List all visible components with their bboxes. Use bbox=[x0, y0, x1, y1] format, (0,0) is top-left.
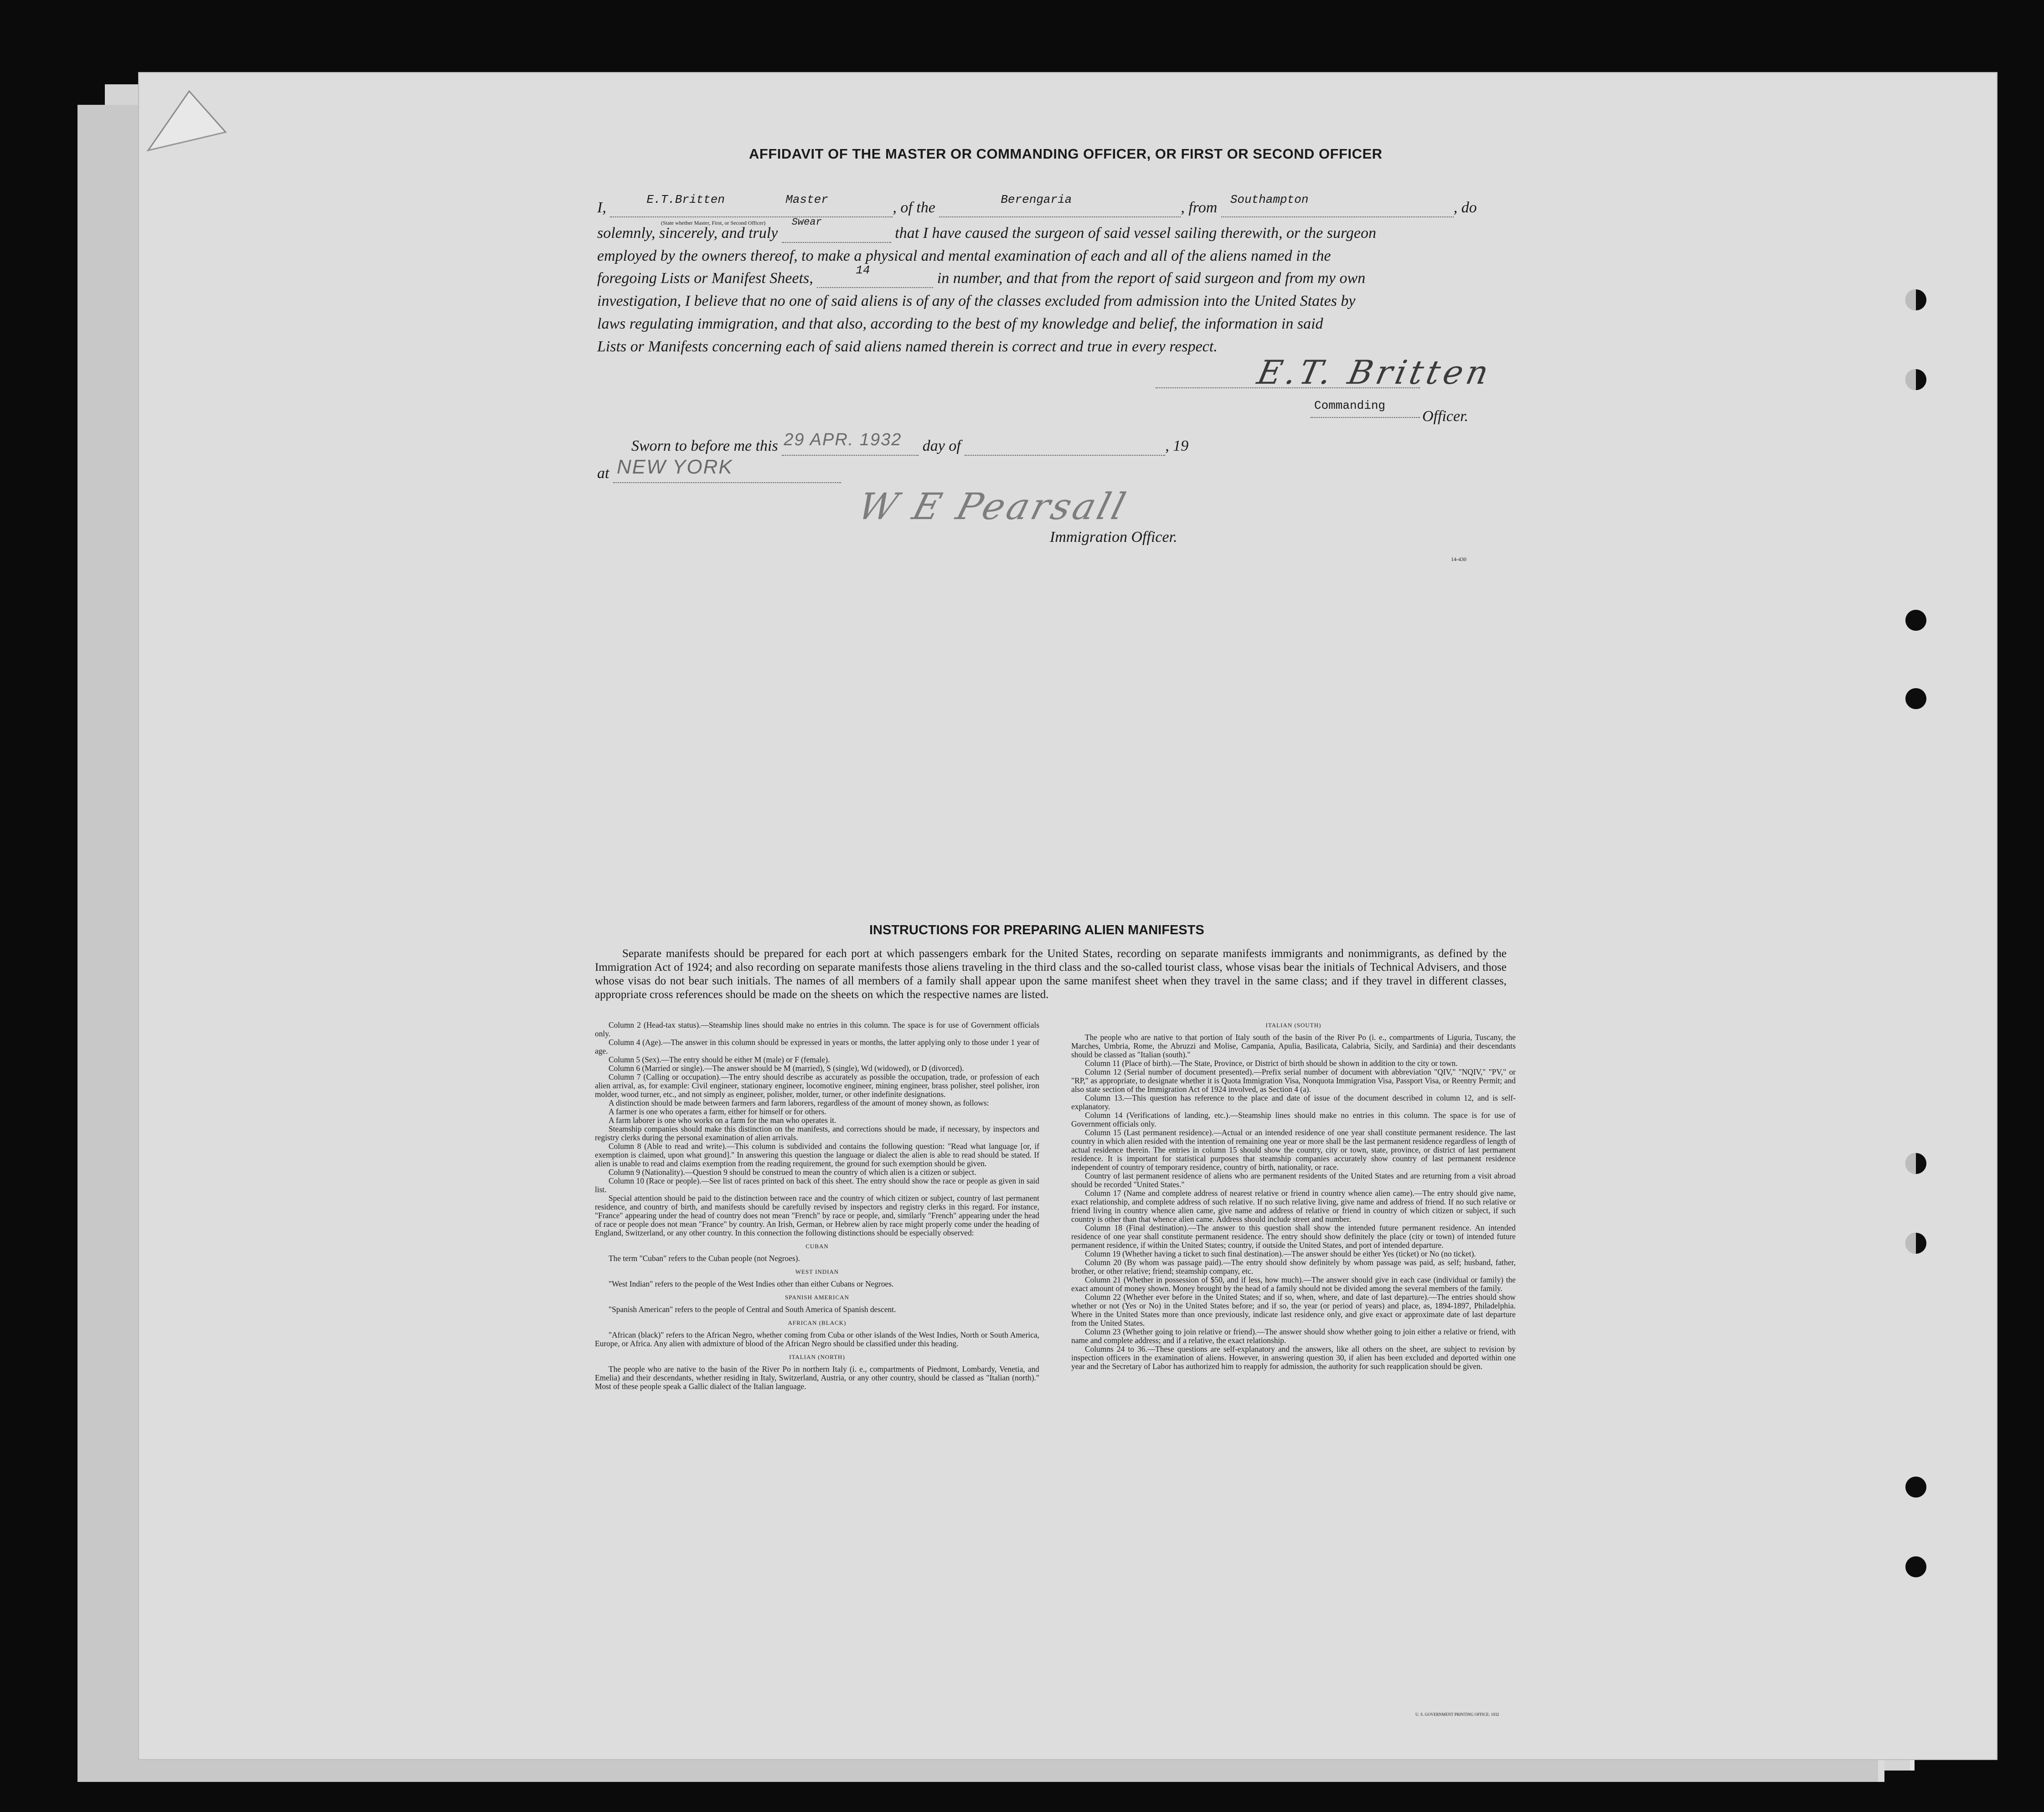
heading-west-indian: WEST INDIAN bbox=[795, 1268, 839, 1275]
instr-col10: Column 10 (Race or people).—See list of races printed on back of this sheet. The entry should show the race or people as given in said list. bbox=[595, 1176, 1039, 1194]
officer-label: Officer. bbox=[1422, 408, 1469, 425]
sworn-date-field bbox=[782, 430, 919, 456]
instr-steamship: Steamship companies should make this distinction on the manifests, and corrections should be made, if necessary, by inspectors and registry clerks during the personal examination of alien arrivals. bbox=[595, 1124, 1039, 1142]
label-from: , from bbox=[1181, 199, 1218, 216]
instr-col4: Column 4 (Age).—The answer in this column should be expressed in years or months, the latter applying only to those under 1 year of age. bbox=[595, 1038, 1039, 1055]
vessel-field bbox=[939, 193, 1181, 217]
instr-african: "African (black)" refers to the African Negro, whether coming from Cuba or other islands of the West Indies, North or South America, Europe, or Africa. Any alien with admixture of blood of the African Negro should be classified under this heading. bbox=[595, 1330, 1039, 1348]
sheets-count: 14 bbox=[856, 263, 870, 277]
label-solemnly: solemnly, sincerely, and truly bbox=[597, 225, 778, 242]
instr-farmers: A distinction should be made between farmers and farm laborers, regardless of the amount of money shown, as follows: bbox=[609, 1098, 989, 1107]
instr-col24-36: Columns 24 to 36.—These questions are self-explanatory and the answers, like all others on the sheet, are subject to revision by inspection officers in the examination of aliens. However, in answering question 30, if alien has been excluded and deported within one year and the Secretary of Labor has authorized him to reapply for admission, the authority for such reapplication should be given. bbox=[1071, 1344, 1516, 1371]
instr-col22: Column 22 (Whether ever before in the United States; and if so, when, where, and date of last departure).—The entries should show whether or not (Yes or No) in the United States before; and if so, the year (or period of years) and place, as, 1894-1897, Philadelphia. Where in the United States more than once previously, indicate last residence only, and give exact or approximate date of last departure from the United States. bbox=[1071, 1292, 1516, 1328]
instr-farm-laborer: A farm laborer is one who works on a farm for the man who operates it. bbox=[609, 1116, 836, 1125]
instr-col9: Column 9 (Nationality).—Question 9 should be construed to mean the country of which alien is a citizen or subject. bbox=[609, 1168, 976, 1177]
master-signature: E.T. Britten bbox=[1254, 353, 1496, 391]
heading-cuban: CUBAN bbox=[805, 1243, 829, 1250]
officer-rank: Master bbox=[785, 193, 828, 206]
at-line bbox=[597, 456, 841, 483]
label-i: I, bbox=[597, 199, 606, 216]
punch-hole bbox=[1905, 369, 1926, 390]
punch-hole bbox=[1905, 289, 1926, 310]
heading-italian-north: ITALIAN (NORTH) bbox=[789, 1354, 845, 1360]
instr-col11: Column 11 (Place of birth).—The State, Province, or District of birth should be shown in addition to the city or town. bbox=[1085, 1059, 1458, 1068]
label-day-of: day of bbox=[922, 438, 961, 454]
heading-italian-south: ITALIAN (SOUTH) bbox=[1265, 1022, 1321, 1029]
affidavit-title: AFFIDAVIT OF THE MASTER OR COMMANDING OFFICER, OR FIRST OR SECOND OFFICER bbox=[749, 146, 1383, 162]
instr-italian-north: The people who are native to the basin of the River Po in northern Italy (i. e., compartments of Piedmont, Lombardy, Venetia, and Emelia) and their descendants, whether residing in Italy, Switzerland, Austria, or any other country, should be classed as "Italian (north)." Most of these people speak a Gallic dialect of the Italian language. bbox=[595, 1364, 1039, 1391]
vessel-name: Berengaria bbox=[1001, 193, 1072, 206]
label-surgeon: that I have caused the surgeon of said vessel sailing therewith, or the surgeon bbox=[895, 225, 1377, 242]
punch-hole bbox=[1905, 1233, 1926, 1254]
punch-hole bbox=[1905, 1477, 1926, 1498]
punch-hole bbox=[1905, 1556, 1926, 1577]
instr-spanish-american: "Spanish American" refers to the people of Central and South America of Spanish descent. bbox=[609, 1305, 896, 1314]
label-foregoing: foregoing Lists or Manifest Sheets, bbox=[597, 270, 813, 287]
officer-name: E.T.Britten bbox=[646, 193, 725, 206]
oath-field bbox=[782, 216, 891, 243]
instructions-left-column bbox=[595, 1021, 1039, 1391]
affidavit-line-6: laws regulating immigration, and that also, according to the best of my knowledge and belief, the information in said bbox=[597, 315, 1323, 332]
label-year: , 19 bbox=[1165, 438, 1189, 454]
label-do: , do bbox=[1453, 199, 1477, 216]
instr-col8: Column 8 (Able to read and write).—This column is subdivided and contains the following question: "Read what language [or, if exemption is claimed, upon what ground]." In answering this question the language or dialect the alien is able to read should be stated. If alien is unable to read and claims exemption from the reading requirement, the ground for such exemption should be given. bbox=[595, 1142, 1039, 1168]
instructions-title: INSTRUCTIONS FOR PREPARING ALIEN MANIFESTS bbox=[869, 923, 1204, 937]
instr-col7: Column 7 (Calling or occupation).—The entry should describe as accurately as possible the occupation, trade, or profession of each alien arrival, as, for example: Civil engineer, stationary engineer, locomotive engineer, mining engineer, brass polisher, steel polisher, iron molder, wood turner, etc., and not simply as engineer, polisher, molder, turner, or other indefinite designations. bbox=[595, 1072, 1039, 1099]
instr-col18: Column 18 (Final destination).—The answer to this question shall show the intended future permanent residence. An intended residence of one year shall constitute permanent residence. The entry should show definitely the place (city or town) of intended future permanent residence, if within the United States; country, if outside the United States, and port of intended departure. bbox=[1071, 1223, 1516, 1250]
instr-special: Special attention should be paid to the distinction between race and the country of which citizen or subject, country of last permanent residence, and country of birth, and manifests should be carefully revised by inspectors and registry clerks in this regard. For instance, "France" appearing under the head of country does not mean "French" by race or people, and, similarly "French" appearing under the head of race or people does not mean "France" by country. An Irish, German, or Hebrew alien by race might properly come under the heading of England, Switzerland, or any other country. In this connection the following distinctions should be especially observed: bbox=[595, 1194, 1039, 1237]
oath-word: Swear bbox=[791, 216, 822, 228]
label-sworn: Sworn to before me this bbox=[631, 438, 778, 454]
instr-west-indian: "West Indian" refers to the people of the West Indies other than either Cubans or Negroes. bbox=[609, 1279, 894, 1288]
officer-name-field bbox=[610, 193, 893, 217]
punch-hole bbox=[1905, 688, 1926, 709]
affidavit-line-5: investigation, I believe that no one of said aliens is of any of the classes excluded from admission into the United States by bbox=[597, 293, 1356, 309]
sheets-count-field bbox=[817, 263, 933, 288]
month-field bbox=[965, 438, 1165, 456]
place-field bbox=[613, 456, 841, 483]
label-of-the: , of the bbox=[893, 199, 935, 216]
immigration-signature: W E Pearsall bbox=[853, 485, 1133, 528]
affidavit-line-3: employed by the owners thereof, to make a physical and mental examination of each and all of the aliens named in the bbox=[597, 247, 1331, 264]
form-number: 14-430 bbox=[1451, 556, 1466, 562]
instr-col15: Column 15 (Last permanent residence).—Actual or an intended residence of one year shall constitute permanent residence. The last country in which alien resided with the intention of remaining one year or more shall be the last permanent residence regardless of length of actual residence therein. The entries in column 15 should show the country, city or town, state, province, or district of last permanent residence. It is important for statistical purposes that steamship companies accurately show country of last permanent residence independent of country of temporary residence, country of birth, nationality, or race. bbox=[1071, 1128, 1516, 1172]
instr-col19: Column 19 (Whether having a ticket to such final destination).—The answer should be either Yes (ticket) or No (no ticket). bbox=[1085, 1249, 1476, 1258]
port-field bbox=[1221, 193, 1454, 217]
instr-col13: Column 13.—This question has reference to the place and date of issue of the document described in column 12, and is self-explanatory. bbox=[1071, 1093, 1516, 1111]
instr-col23: Column 23 (Whether going to join relative or friend).—The answer should show whether going to join either a relative or friend, with name and complete address; and if a relative, the exact relationship. bbox=[1071, 1327, 1516, 1345]
officer-rank-line bbox=[1311, 417, 1420, 418]
instr-col21: Column 21 (Whether in possession of $50, and if less, how much).—The answer should give in each case (individual or family) the exact amount of money shown. Money brought by the head of a family should not be divided among the several members of the family. bbox=[1071, 1275, 1516, 1293]
instr-residence: Country of last permanent residence of aliens who are permanent residents of the United States and are returning from a visit abroad should be recorded "United States." bbox=[1071, 1171, 1516, 1189]
instr-col14: Column 14 (Verifications of landing, etc.).—Steamship lines should make no entries in this column. The space is for use of Government officials only. bbox=[1071, 1111, 1516, 1128]
punch-hole bbox=[1905, 1153, 1926, 1174]
place-stamp: NEW YORK bbox=[616, 456, 733, 478]
instr-farmer: A farmer is one who operates a farm, either for himself or for others. bbox=[609, 1107, 826, 1116]
immigration-officer-label: Immigration Officer. bbox=[1050, 529, 1177, 546]
instr-col6: Column 6 (Married or single).—The answer should be M (married), S (single), Wd (widowed), or D (divorced). bbox=[609, 1064, 964, 1073]
label-in-number: in number, and that from the report of said surgeon and from my own bbox=[937, 270, 1366, 287]
instructions-intro: Separate manifests should be prepared for each port at which passengers embark for the United States, recording on separate manifests immigrants and nonimmigrants, as defined by the Immigration Act of 1924; and also recording on separate manifests those aliens traveling in the third class and the so-called tourist class, whose visas bear the initials of Technical Advisers, and those whose visas do not bear such initials. The names of all members of a family shall appear upon the same manifest sheet when they travel in the same class; and if they travel in different classes, appropriate cross references should be made on the sheets on which the respective names are listed. bbox=[595, 947, 1507, 1001]
manifest-page bbox=[139, 73, 1997, 1759]
heading-spanish-american: SPANISH AMERICAN bbox=[785, 1294, 849, 1301]
instr-cuban: The term "Cuban" refers to the Cuban people (not Negroes). bbox=[609, 1254, 800, 1263]
affidavit-line-4 bbox=[597, 263, 1366, 288]
instr-col20: Column 20 (By whom was passage paid).—The entry should show definitely by whom passage was paid, as self; husband, father, brother, or other relative; friend; steamship company, etc. bbox=[1071, 1258, 1516, 1276]
officer-rank-handwritten: Commanding bbox=[1314, 399, 1386, 412]
instr-col2: Column 2 (Head-tax status).—Steamship lines should make no entries in this column. The space is for use of Government officials only. bbox=[595, 1020, 1039, 1038]
affidavit-line-1 bbox=[597, 193, 1477, 217]
sworn-line bbox=[631, 430, 1189, 456]
affidavit-line-7: Lists or Manifests concerning each of said aliens named therein is correct and true in every respect. bbox=[597, 338, 1218, 355]
punch-hole bbox=[1905, 610, 1926, 631]
instr-col5: Column 5 (Sex).—The entry should be either M (male) or F (female). bbox=[609, 1055, 830, 1064]
state-hint: (State whether Master, First, or Second Officer) bbox=[661, 220, 766, 226]
port-name: Southampton bbox=[1230, 193, 1309, 206]
folded-corner bbox=[134, 82, 253, 173]
instr-col12: Column 12 (Serial number of document presented).—Prefix serial number of document with abbreviation "QIV," "NQIV," "PV," or "RP," as appropriate, to designate whether it is Quota Immigration Visa, Nonquota Immigration Visa, Passport Visa, or Reentry Permit; and also state section of the Immigration Act of 1924 involved, as Section 4 (a). bbox=[1071, 1067, 1516, 1094]
date-stamp: 29 APR. 1932 bbox=[784, 430, 902, 449]
printing-office-note: U. S. GOVERNMENT PRINTING OFFICE: 1932 bbox=[1415, 1712, 1499, 1717]
instr-col17: Column 17 (Name and complete address of nearest relative or friend in country whence alien came).—The entry should give name, exact relationship, and complete address of such relative. If no such relative living, give name and address of friend. If no such relative or friend living in country whence alien came, give name and address of relative or friend in country of which citizen or subject, if such country is other than that whence alien came. Address should include street and number. bbox=[1071, 1189, 1516, 1224]
label-at: at bbox=[597, 465, 609, 482]
instr-italian-south: The people who are native to that portion of Italy south of the basin of the River Po (i. e., compartments of Liguria, Tuscany, the Marches, Umbria, Rome, the Abruzzi and Molise, Campania, Apulia, Basilicata, Calabria, Sicily, and Sardinia) and their descendants should be classed as "Italian (south)." bbox=[1071, 1033, 1516, 1059]
instructions-right-column bbox=[1071, 1021, 1516, 1371]
heading-african: AFRICAN (BLACK) bbox=[788, 1319, 847, 1326]
